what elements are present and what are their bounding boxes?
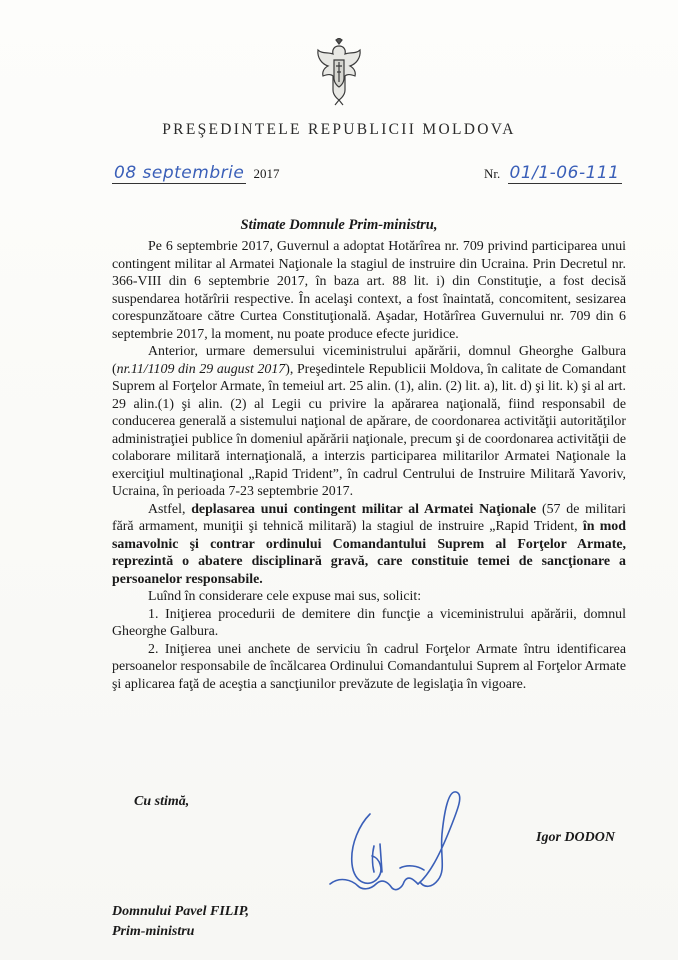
list-item-2: 2. Iniţierea unei anchete de serviciu în cadrul Forţelor Armate întru identificarea persoanelor responsabile de încălcarea Ordinului Comandantului Suprem al Forţelor Armate şi aplicarea faţă de aceştia a sancţiunilor prevăzute de legislaţia în vigoare. xyxy=(112,641,626,692)
handwritten-number: 01/1-06-111 xyxy=(509,163,620,183)
letter-body xyxy=(112,238,626,693)
signature-icon xyxy=(300,784,500,904)
addressee xyxy=(112,902,249,942)
paragraph-2-text-a: Anterior, urmare demersului viceministrului apărării, domnul Gheorghe Galbura ( xyxy=(112,344,626,377)
date-line xyxy=(112,163,280,184)
paragraph-3-text-a: Astfel, xyxy=(148,501,192,517)
paragraph-3-text-b: (57 de militari fără armament, muniţii şi tehnică militară) la stagiul de instruire „Rapid Trident, xyxy=(112,501,627,534)
paragraph-2 xyxy=(112,343,626,501)
coat-of-arms-icon xyxy=(314,38,364,106)
paragraph-3-bold-2: în mod samavolnic şi contrar ordinului Comandantului Suprem al Forţelor Armate, reprezintă o abatere disciplinară gravă, care constituie temei de sancţionare a persoanelor responsabile. xyxy=(112,519,626,587)
closing: Cu stimă, xyxy=(134,794,190,809)
addressee-name: Domnului Pavel FILIP, xyxy=(112,904,250,919)
signer-name: Igor DODON xyxy=(536,830,615,845)
handwritten-date: 08 septembrie xyxy=(114,163,245,183)
paragraph-1: Pe 6 septembrie 2017, Guvernul a adoptat Hotărîrea nr. 709 privind participarea unui contingent militar al Armatei Naţionale la stagiul de instruire din Ucraina. Prin Decretul nr. 366-VIII din 6 septembrie 2017, în baza art. 88 lit. i) din Constituţie, a fost decisă suspendarea hotărîrii respective. În acelaşi context, a fost înaintată, concomitent, sesizarea corespunzătoare către Curtea Constituţională. Aşadar, Hotărîrea Guvernului nr. 709 din 6 septembrie 2017, la moment, nu poate produce efecte juridice. xyxy=(112,239,626,342)
paragraph-3-bold-1: deplasarea unui contingent militar al Armatei Naţionale xyxy=(191,501,537,517)
date-year: 2017 xyxy=(253,166,280,181)
page-title: PREŞEDINTELE REPUBLICII MOLDOVA xyxy=(162,121,516,138)
paragraph-3 xyxy=(112,501,626,589)
list-item-1: 1. Iniţierea procedurii de demitere din funcţie a viceministrului apărării, domnul Gheorghe Galbura. xyxy=(112,606,626,639)
addressee-title: Prim-ministru xyxy=(112,924,195,939)
registration-number-line xyxy=(484,163,622,184)
paragraph-4: Luînd în considerare cele expuse mai sus, solicit: xyxy=(148,589,422,604)
salutation: Stimate Domnule Prim-ministru, xyxy=(240,217,438,233)
number-prefix: Nr. xyxy=(484,166,501,181)
paragraph-2-text-b: ), Preşedintele Republicii Moldova, în calitate de Comandant Suprem al Forţelor Armate, în temeiul art. 25 alin. (1), alin. (2) lit. a), lit. d) şi lit. k) şi al art. 29 alin.(1) şi alin. (2) al Legii cu privire la apărarea naţională, fiind responsabil de conducerea generală a sistemului naţional de apărare, de coordonarea activităţii autorităţilor administraţiei publice în domeniul apărării naţionale, precum şi de coordonarea activităţii de colaborare militară internaţională, a interzis participarea militarilor Armatei Naţionale la exerciţiul multinaţional „Rapid Trident”, în cadrul Centrului de Instruire Militară Yavoriv, Ucraina, în perioada 7-23 septembrie 2017. xyxy=(112,361,626,499)
reference-number: nr.11/1109 din 29 august 2017 xyxy=(116,361,286,377)
